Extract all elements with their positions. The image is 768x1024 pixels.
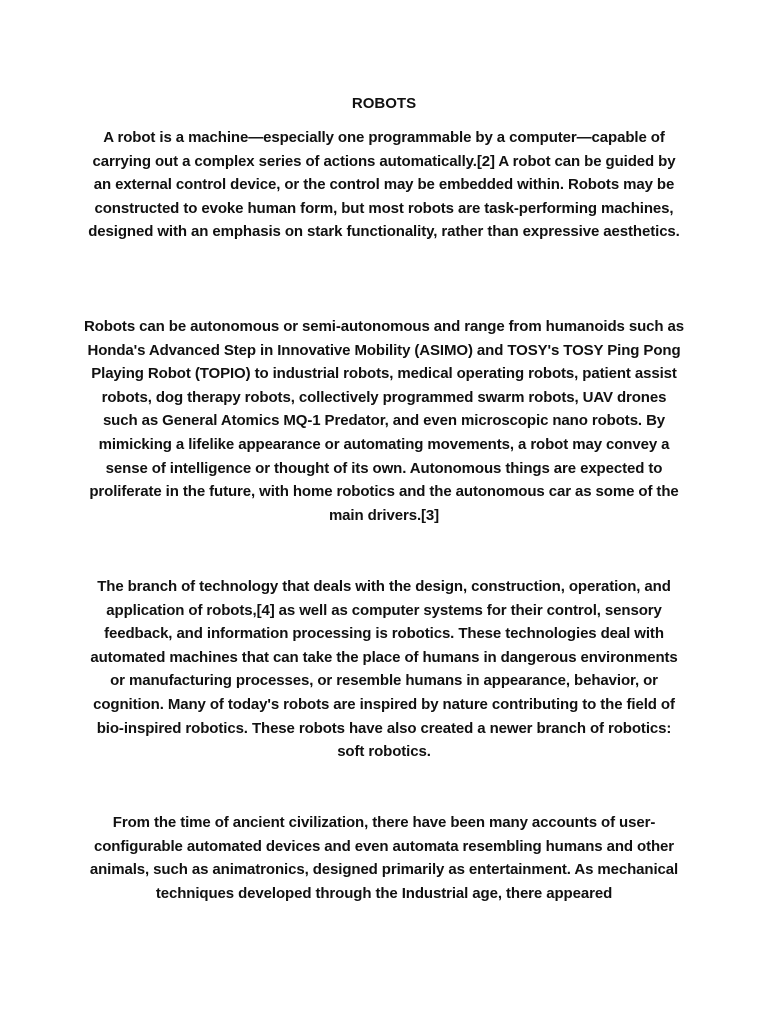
paragraph-definition: A robot is a machine—especially one programmable by a computer—capable of carrying out a complex series of actions automatically.[2] A robot can be guided by an external control device, or the control may be embedded within. Robots may be constructed to evoke human form, but most robots are task-performing machines, designed with an emphasis on stark functionality, rather than expressive aesthetics. <box>88 129 680 241</box>
paragraph-autonomy: Robots can be autonomous or semi-autonomous and range from humanoids such as Honda's Advanced Step in Innovative Mobility (ASIMO) and TOSY's TOSY Ping Pong Playing Robot (TOPIO) to industrial robots, medical operating robots, patient assist robots, dog therapy robots, collectively programmed swarm robots, UAV drones such as General Atomics MQ-1 Predator, and even microscopic nano robots. By mimicking a lifelike appearance or automating movements, a robot may convey a sense of intelligence or thought of its own. Autonomous things are expected to proliferate in the future, with home robotics and the autonomous car as some of the main drivers.[3] <box>84 318 684 524</box>
paragraph-robotics-branch: The branch of technology that deals with the design, construction, operation, and application of robots,[4] as well as computer systems for their control, sensory feedback, and information processing is robotics. These technologies deal with automated machines that can take the place of humans in dangerous environments or manufacturing processes, or resemble humans in appearance, behavior, or cognition. Many of today's robots are inspired by nature contributing to the field of bio-inspired robotics. These robots have also created a newer branch of robotics: soft robotics. <box>90 578 678 761</box>
document-title: ROBOTS <box>351 95 417 112</box>
paragraph-history: From the time of ancient civilization, there have been many accounts of user-configurable automated devices and even automata resembling humans and other animals, such as animatronics, designed primarily as entertainment. As mechanical techniques developed through the Industrial age, there appeared <box>89 814 679 902</box>
